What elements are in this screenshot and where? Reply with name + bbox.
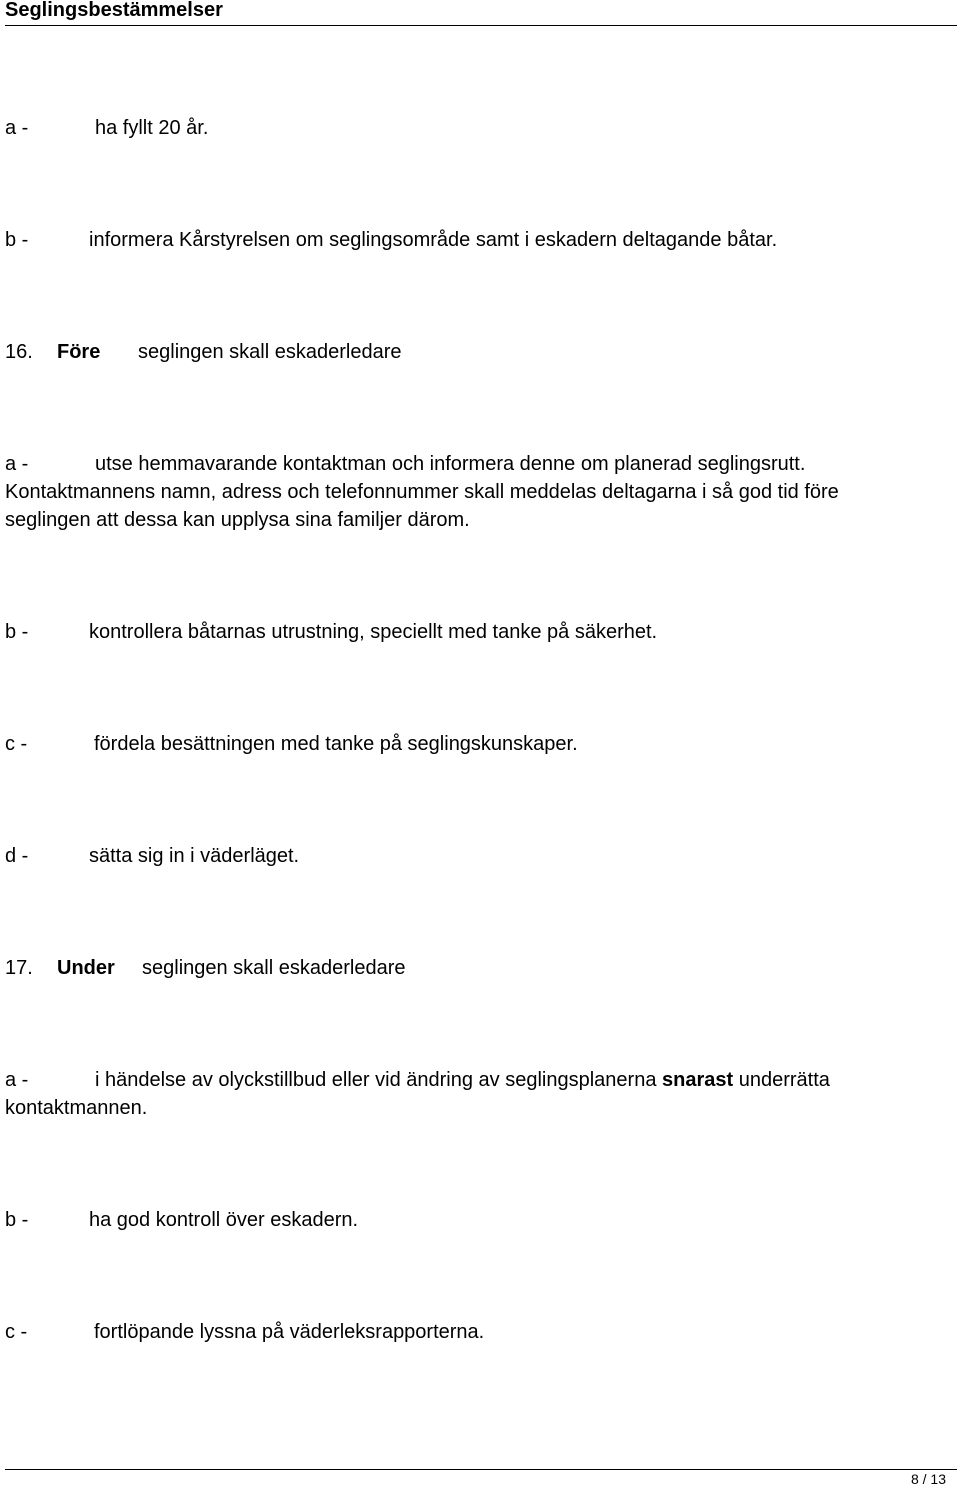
- item-label: b -: [5, 229, 29, 251]
- section-text: seglingen skall eskaderledare: [138, 341, 402, 363]
- item-label: c -: [5, 733, 28, 755]
- item-text: fortlöpande lyssna på väderleksrapporterna.: [94, 1321, 485, 1343]
- item-text: fördela besättningen med tanke på seglingskunskaper.: [94, 733, 578, 755]
- item-continuation: Kontaktmannens namn, adress och telefonnummer skall meddelas deltagarna i så god tid före: [5, 481, 839, 503]
- item-text-after: underrätta: [738, 1069, 830, 1091]
- item-label: d -: [5, 845, 29, 867]
- section-number: 16.: [5, 341, 33, 363]
- item-label: a -: [5, 453, 29, 475]
- section-number: 17.: [5, 957, 33, 979]
- item-label: b -: [5, 621, 29, 643]
- header-rule: [5, 25, 957, 26]
- document-title: Seglingsbestämmelser: [5, 0, 223, 21]
- item-label: a -: [5, 1069, 29, 1091]
- item-label: a -: [5, 117, 29, 139]
- item-text: ha god kontroll över eskadern.: [89, 1209, 359, 1231]
- item-text: sätta sig in i väderläget.: [89, 845, 300, 867]
- item-text: kontrollera båtarnas utrustning, speciellt med tanke på säkerhet.: [89, 621, 658, 643]
- section-keyword: Under: [57, 957, 115, 979]
- emphasis-text: snarast: [662, 1069, 734, 1091]
- item-text: utse hemmavarande kontaktman och informera denne om planerad seglingsrutt.: [95, 453, 806, 475]
- item-label: b -: [5, 1209, 29, 1231]
- page-number: 8 / 13: [910, 1471, 946, 1487]
- item-continuation: kontaktmannen.: [5, 1097, 148, 1119]
- section-text: seglingen skall eskaderledare: [142, 957, 406, 979]
- item-text-before: i händelse av olyckstillbud eller vid ändring av seglingsplanerna: [95, 1069, 657, 1091]
- section-keyword: Före: [57, 341, 101, 363]
- item-label: c -: [5, 1321, 28, 1343]
- item-continuation: seglingen att dessa kan upplysa sina familjer därom.: [5, 509, 470, 531]
- item-text: [95, 1066, 830, 1094]
- item-text: ha fyllt 20 år.: [95, 117, 209, 139]
- item-text: informera Kårstyrelsen om seglingsområde samt i eskadern deltagande båtar.: [89, 229, 778, 251]
- footer-rule: [5, 1469, 957, 1470]
